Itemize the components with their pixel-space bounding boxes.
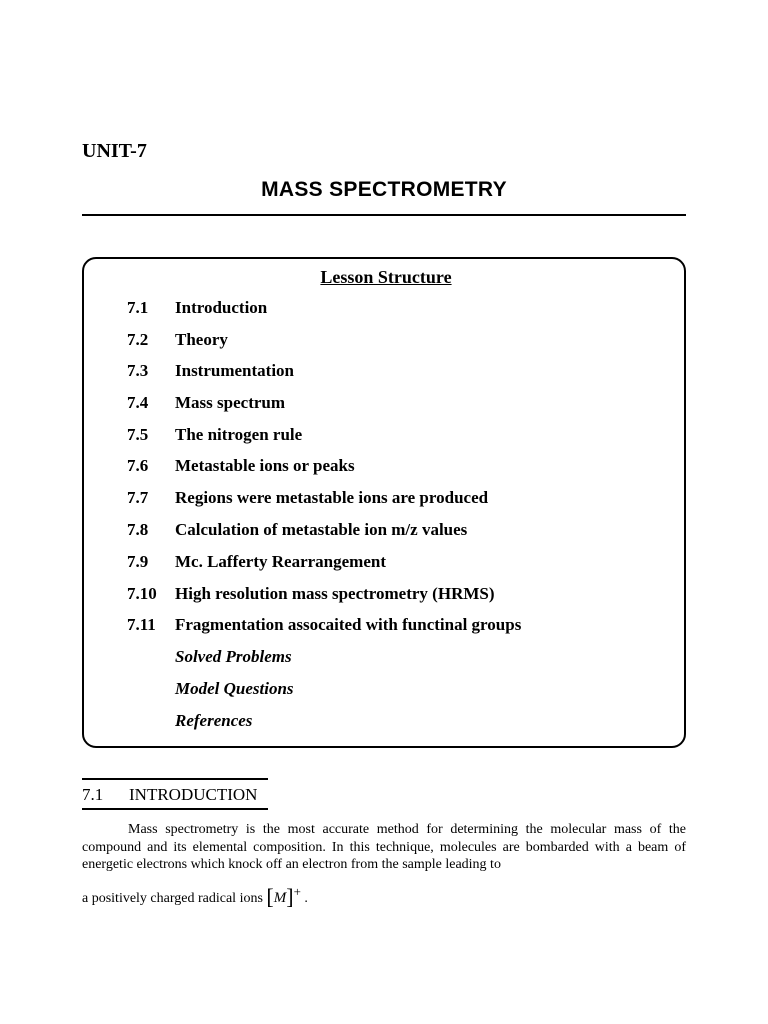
toc-item [127, 615, 521, 635]
section-heading [82, 785, 257, 805]
toc-item-title: Theory [175, 330, 228, 349]
toc-extra-references: References [175, 711, 253, 730]
intro-paragraph: Mass spectrometry is the most accurate method for determining the molecular mass of the compound and its elemental composition. In this technique, molecules are bombarded with a beam of energetic electrons which knock off an electron from the sample leading to [82, 822, 686, 872]
toc-item-title: High resolution mass spectrometry (HRMS) [175, 584, 495, 603]
toc-item [127, 456, 355, 476]
toc-item-number: 7.2 [127, 330, 149, 349]
toc-item [127, 361, 294, 381]
formula-close-bracket: ] [286, 884, 294, 909]
toc-item-number: 7.1 [127, 298, 149, 317]
formula-end: . [304, 891, 308, 906]
radical-ion-formula [266, 884, 301, 909]
page-title: MASS SPECTROMETRY [261, 178, 507, 201]
toc-item-title: Instrumentation [175, 361, 295, 380]
toc-item-title: Regions were metastable ions are produced [175, 488, 489, 507]
toc-item-title: Mass spectrum [175, 393, 286, 412]
toc-item-number: 7.6 [127, 456, 149, 475]
unit-label: UNIT-7 [82, 140, 147, 162]
last-line-text: a positively charged radical ions [82, 891, 263, 906]
toc-item-number: 7.8 [127, 520, 149, 539]
toc-item-title: The nitrogen rule [175, 425, 303, 444]
toc-extra-model-questions: Model Questions [175, 679, 294, 698]
toc-item-number: 7.3 [127, 361, 149, 380]
toc-item-number: 7.4 [127, 393, 149, 412]
toc-item-title: Fragmentation assocaited with functinal groups [175, 615, 522, 634]
toc-item-number: 7.9 [127, 552, 149, 571]
section-rule-bottom [82, 808, 268, 810]
section-number: 7.1 [82, 785, 104, 804]
formula-open-bracket: [ [266, 884, 274, 909]
title-rule [82, 214, 686, 216]
section-rule-top [82, 778, 268, 780]
toc-item [127, 488, 488, 508]
toc-item-title: Calculation of metastable ion m/z values [175, 520, 468, 539]
toc-item-title: Introduction [175, 298, 268, 317]
toc-item-number: 7.11 [127, 615, 156, 634]
toc-item-number: 7.7 [127, 488, 149, 507]
toc-item [127, 425, 302, 445]
lesson-structure-heading: Lesson Structure [320, 267, 452, 287]
toc-item-title: Metastable ions or peaks [175, 456, 355, 475]
toc-extra-solved-problems: Solved Problems [175, 647, 292, 666]
toc-item [127, 298, 267, 318]
toc-item [127, 393, 285, 413]
toc-item-number: 7.5 [127, 425, 149, 444]
toc-item-title: Mc. Lafferty Rearrangement [175, 552, 386, 571]
toc-item [127, 520, 467, 540]
formula-superscript: + [293, 884, 301, 899]
toc-item-number: 7.10 [127, 584, 157, 603]
formula-symbol: M [273, 890, 287, 906]
toc-item [127, 584, 495, 604]
section-title: INTRODUCTION [129, 785, 258, 804]
toc-item [127, 552, 386, 572]
toc-item [127, 330, 228, 350]
intro-paragraph-last-line [82, 884, 308, 910]
